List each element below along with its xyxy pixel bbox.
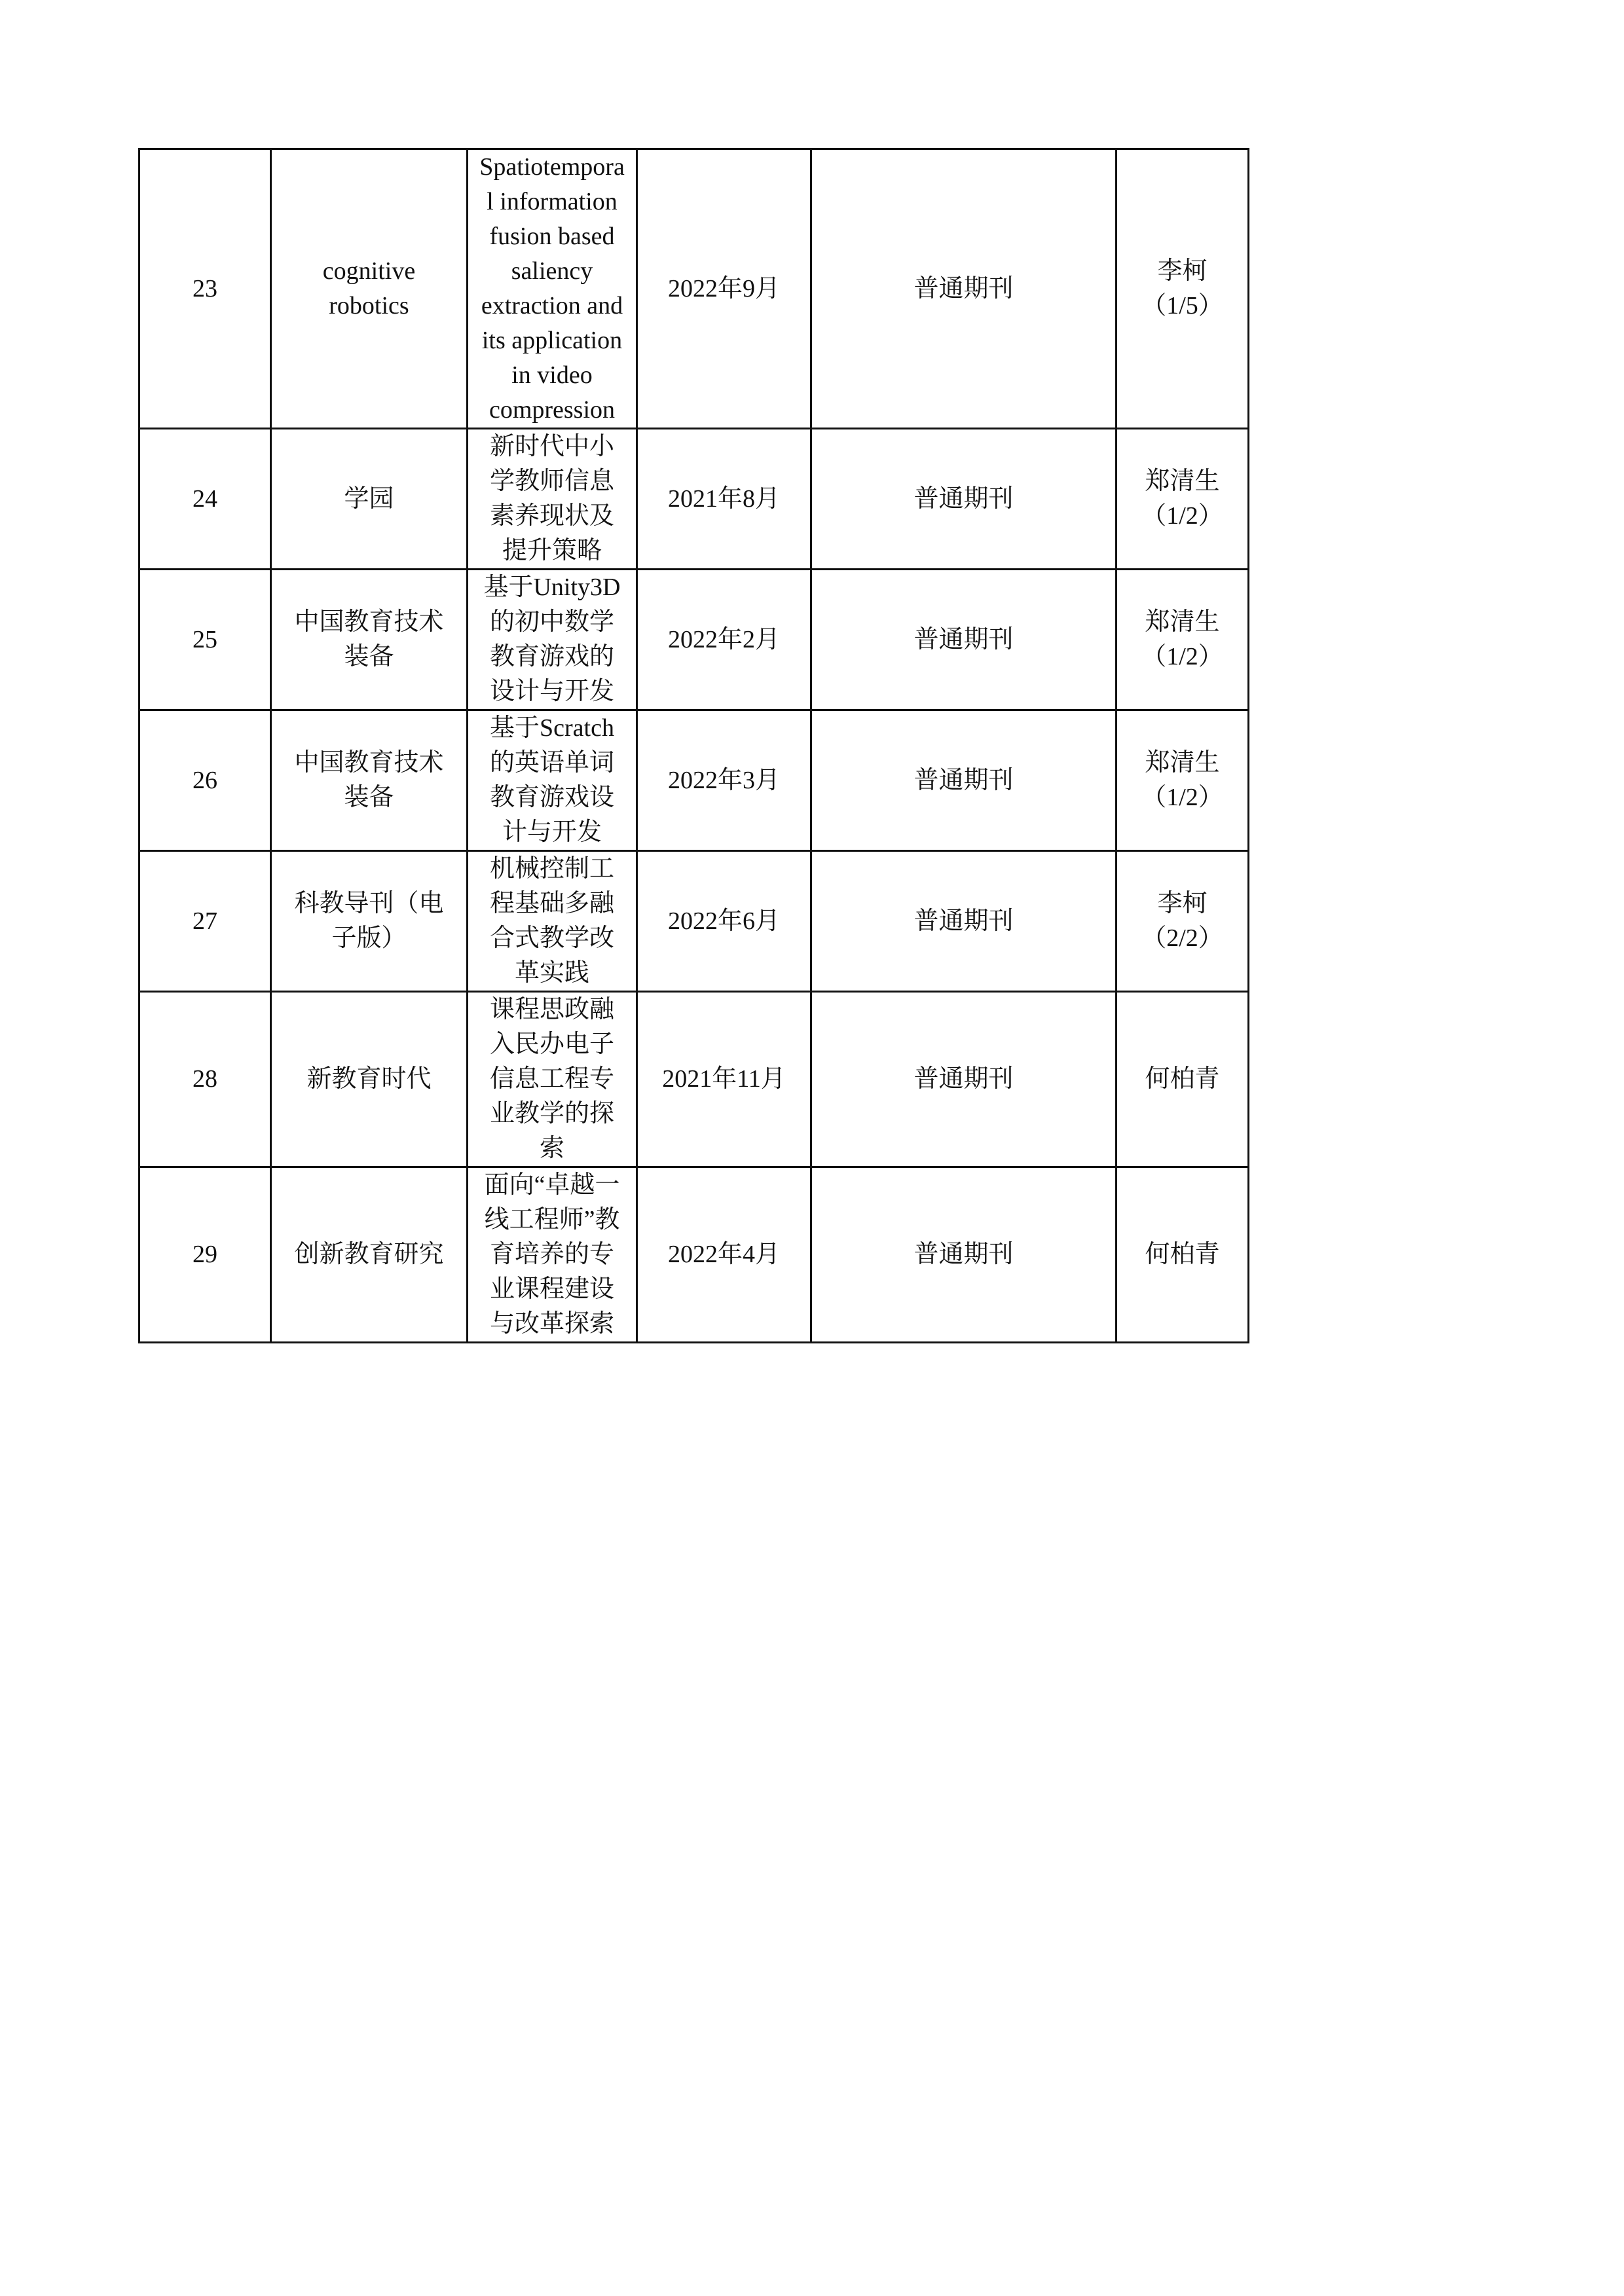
cell-line: 郑清生 — [1145, 467, 1220, 495]
cell-line: in video — [511, 361, 593, 389]
row-number-cell: 29 — [139, 1167, 271, 1343]
table-row — [139, 149, 1249, 429]
cell-line: l information — [487, 188, 618, 215]
publish-date-cell: 2022年6月 — [637, 851, 811, 992]
cell-line: 学教师信息 — [489, 467, 614, 495]
cell-line: its application — [481, 327, 623, 354]
cell-line: Spatiotempora — [479, 153, 625, 181]
cell-line: （1/2） — [1141, 784, 1223, 811]
cell-line: 李柯 — [1157, 257, 1208, 285]
row-number-cell: 24 — [139, 429, 271, 570]
author-cell — [1116, 1167, 1249, 1343]
journal-name-cell — [271, 1167, 468, 1343]
cell-line: saliency — [511, 257, 593, 285]
journal-type-cell: 普通期刊 — [811, 992, 1116, 1167]
cell-line: 新教育时代 — [306, 1065, 432, 1093]
publish-date-cell: 2022年2月 — [637, 570, 811, 710]
paper-title-cell — [468, 710, 637, 851]
cell-line: 教育游戏设 — [489, 784, 614, 811]
cell-line: （1/2） — [1141, 502, 1223, 530]
cell-line: （1/2） — [1141, 643, 1223, 670]
journal-type-cell: 普通期刊 — [811, 710, 1116, 851]
table-body — [139, 149, 1249, 1343]
table-row — [139, 429, 1249, 570]
table-row — [139, 1167, 1249, 1343]
publish-date-cell: 2022年9月 — [637, 149, 811, 429]
journal-type-cell: 普通期刊 — [811, 149, 1116, 429]
journal-type-cell: 普通期刊 — [811, 1167, 1116, 1343]
cell-line: 创新教育研究 — [294, 1241, 444, 1268]
publish-date-cell: 2021年11月 — [637, 992, 811, 1167]
table-row — [139, 992, 1249, 1167]
cell-line: 子版） — [331, 924, 407, 952]
cell-line: 业课程建设 — [489, 1275, 614, 1303]
cell-line: fusion based — [489, 223, 615, 250]
cell-line: 的英语单词 — [489, 749, 614, 776]
cell-line: 革实践 — [514, 959, 589, 987]
journal-name-cell — [271, 851, 468, 992]
cell-line: cognitive — [322, 257, 416, 285]
publish-date-cell: 2022年3月 — [637, 710, 811, 851]
journal-type-cell: 普通期刊 — [811, 851, 1116, 992]
author-cell — [1116, 992, 1249, 1167]
row-number-cell: 26 — [139, 710, 271, 851]
row-number-cell: 23 — [139, 149, 271, 429]
cell-line: 育培养的专 — [489, 1241, 614, 1268]
publication-table — [138, 148, 1249, 1343]
paper-title-cell — [468, 992, 637, 1167]
cell-line: 装备 — [344, 784, 394, 811]
cell-line: 索 — [539, 1135, 564, 1162]
cell-line: 与改革探索 — [489, 1310, 614, 1338]
journal-name-cell — [271, 992, 468, 1167]
cell-line: 新时代中小 — [489, 433, 614, 460]
cell-line: 面向“卓越一 — [484, 1171, 620, 1199]
cell-line: 郑清生 — [1145, 608, 1220, 636]
journal-name-cell — [271, 429, 468, 570]
journal-name-cell — [271, 710, 468, 851]
cell-line: robotics — [329, 292, 409, 319]
cell-line: 程基础多融 — [489, 890, 614, 917]
paper-title-cell — [468, 1167, 637, 1343]
cell-line: 提升策略 — [502, 537, 602, 564]
paper-title-cell — [468, 149, 637, 429]
publish-date-cell: 2022年4月 — [637, 1167, 811, 1343]
cell-line: 合式教学改 — [489, 924, 614, 952]
row-number-cell: 28 — [139, 992, 271, 1167]
cell-line: 设计与开发 — [489, 678, 614, 705]
cell-line: 线工程师”教 — [484, 1206, 620, 1233]
author-cell — [1116, 851, 1249, 992]
cell-line: 中国教育技术 — [294, 608, 444, 636]
author-cell — [1116, 149, 1249, 429]
author-cell — [1116, 710, 1249, 851]
cell-line: 计与开发 — [502, 818, 602, 846]
journal-type-cell: 普通期刊 — [811, 429, 1116, 570]
cell-line: 何柏青 — [1145, 1065, 1220, 1093]
cell-line: 郑清生 — [1145, 749, 1220, 776]
cell-line: 教育游戏的 — [489, 643, 614, 670]
cell-line: 课程思政融 — [489, 996, 614, 1023]
cell-line: 机械控制工 — [489, 855, 614, 883]
journal-name-cell — [271, 570, 468, 710]
author-cell — [1116, 429, 1249, 570]
paper-title-cell — [468, 851, 637, 992]
author-cell — [1116, 570, 1249, 710]
cell-line: 学园 — [344, 484, 394, 513]
cell-line: 基于Unity3D — [483, 574, 621, 601]
row-number-cell: 25 — [139, 570, 271, 710]
cell-line: 素养现状及 — [489, 502, 614, 530]
cell-line: compression — [489, 396, 616, 424]
cell-line: 信息工程专 — [489, 1065, 614, 1093]
cell-line: extraction and — [481, 292, 623, 319]
cell-line: 李柯 — [1157, 890, 1208, 917]
publish-date-cell: 2021年8月 — [637, 429, 811, 570]
cell-line: （1/5） — [1141, 292, 1223, 319]
cell-line: 中国教育技术 — [294, 749, 444, 776]
cell-line: 装备 — [344, 643, 394, 670]
cell-line: 何柏青 — [1145, 1241, 1220, 1268]
paper-title-cell — [468, 429, 637, 570]
journal-name-cell — [271, 149, 468, 429]
cell-line: （2/2） — [1141, 924, 1223, 952]
cell-line: 基于Scratch — [490, 714, 614, 742]
table-row — [139, 710, 1249, 851]
cell-line: 入民办电子 — [489, 1030, 614, 1058]
cell-line: 业教学的探 — [489, 1100, 614, 1127]
paper-title-cell — [468, 570, 637, 710]
cell-line: 的初中数学 — [489, 608, 614, 636]
journal-type-cell: 普通期刊 — [811, 570, 1116, 710]
row-number-cell: 27 — [139, 851, 271, 992]
table-row — [139, 851, 1249, 992]
table-row — [139, 570, 1249, 710]
cell-line: 科教导刊（电 — [294, 890, 444, 917]
